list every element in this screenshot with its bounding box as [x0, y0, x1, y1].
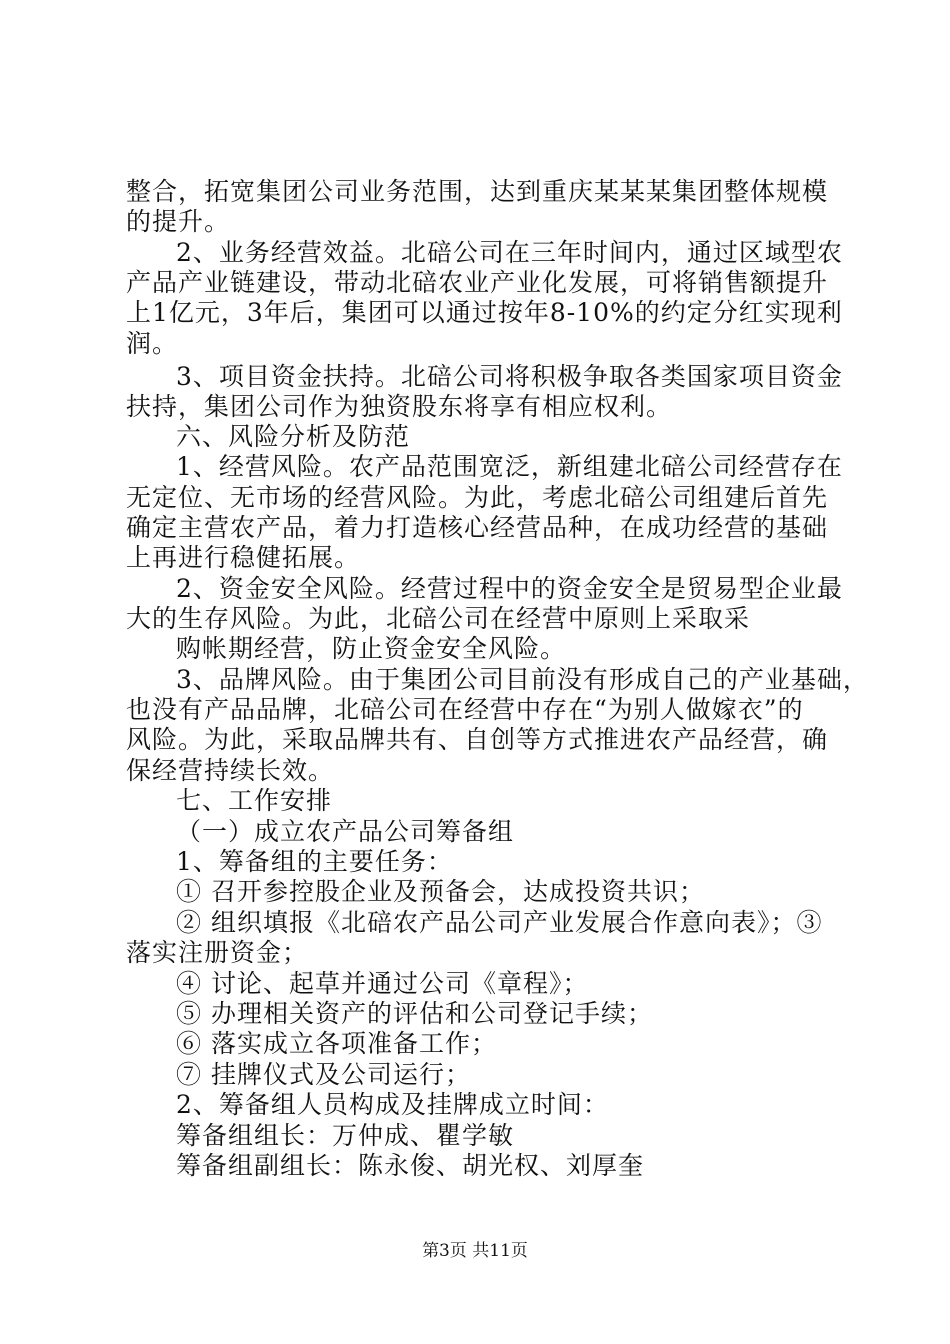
text-line: 润。: [126, 329, 179, 358]
section-heading: 六、风险分析及防范: [176, 422, 411, 451]
text-line: 的提升。: [126, 207, 231, 236]
page-number: 第3页 共11页: [422, 1241, 528, 1261]
text-line: 扶持，集团公司作为独资股东将享有相应权利。: [126, 392, 673, 421]
text-line: 大的生存风险。为此，北碚公司在经营中原则上采取采: [126, 604, 751, 633]
text-line: 风险。为此，采取品牌共有、自创等方式推进农产品经营，确: [126, 725, 829, 754]
text-line: 1、筹备组的主要任务：: [176, 847, 453, 876]
list-item: ② 组织填报《北碚农产品公司产业发展合作意向表》；③: [176, 908, 823, 937]
list-item: ⑦ 挂牌仪式及公司运行；: [176, 1060, 471, 1089]
text-line: 确定主营农产品，着力打造核心经营品种，在成功经营的基础: [126, 513, 829, 542]
text-line: 也没有产品品牌，北碚公司在经营中存在“为别人做嫁衣”的: [126, 695, 804, 724]
text-line: 整合，拓宽集团公司业务范围，达到重庆某某某集团整体规模: [126, 177, 829, 206]
text-line: 2、筹备组人员构成及挂牌成立时间：: [176, 1090, 609, 1119]
text-line: 3、项目资金扶持。北碚公司将积极争取各类国家项目资金: [176, 362, 843, 391]
text-line: 无定位、无市场的经营风险。为此，考虑北碚公司组建后首先: [126, 483, 829, 512]
text-line: 3、品牌风险。由于集团公司目前没有形成自己的产业基础，: [176, 665, 869, 694]
list-item: ⑥ 落实成立各项准备工作；: [176, 1029, 497, 1058]
list-item: ① 召开参控股企业及预备会，达成投资共识；: [176, 877, 705, 906]
text-line: 筹备组副组长：陈永俊、胡光权、刘厚奎: [176, 1151, 645, 1180]
text-line: 上1亿元，3年后，集团可以通过按年8-10%的约定分红实现利: [126, 298, 843, 327]
text-line: 上再进行稳健拓展。: [126, 543, 361, 572]
text-line: 2、资金安全风险。经营过程中的资金安全是贸易型企业最: [176, 574, 843, 603]
section-heading: 七、工作安排: [176, 786, 333, 815]
text-line: 1、经营风险。农产品范围宽泛，新组建北碚公司经营存在: [176, 452, 843, 481]
text-line: 筹备组组长：万仲成、瞿学敏: [176, 1121, 515, 1150]
list-item: 落实注册资金；: [126, 938, 309, 967]
subsection-heading: （一）成立农产品公司筹备组: [176, 817, 515, 846]
text-line: 保经营持续长效。: [126, 756, 335, 785]
text-line: 2、业务经营效益。北碚公司在三年时间内，通过区域型农: [176, 238, 843, 267]
text-line: 购帐期经营，防止资金安全风险。: [176, 634, 567, 663]
list-item: ④ 讨论、起草并通过公司《章程》；: [176, 969, 589, 998]
text-line: 产品产业链建设，带动北碚农业产业化发展，可将销售额提升: [126, 268, 829, 297]
list-item: ⑤ 办理相关资产的评估和公司登记手续；: [176, 999, 653, 1028]
